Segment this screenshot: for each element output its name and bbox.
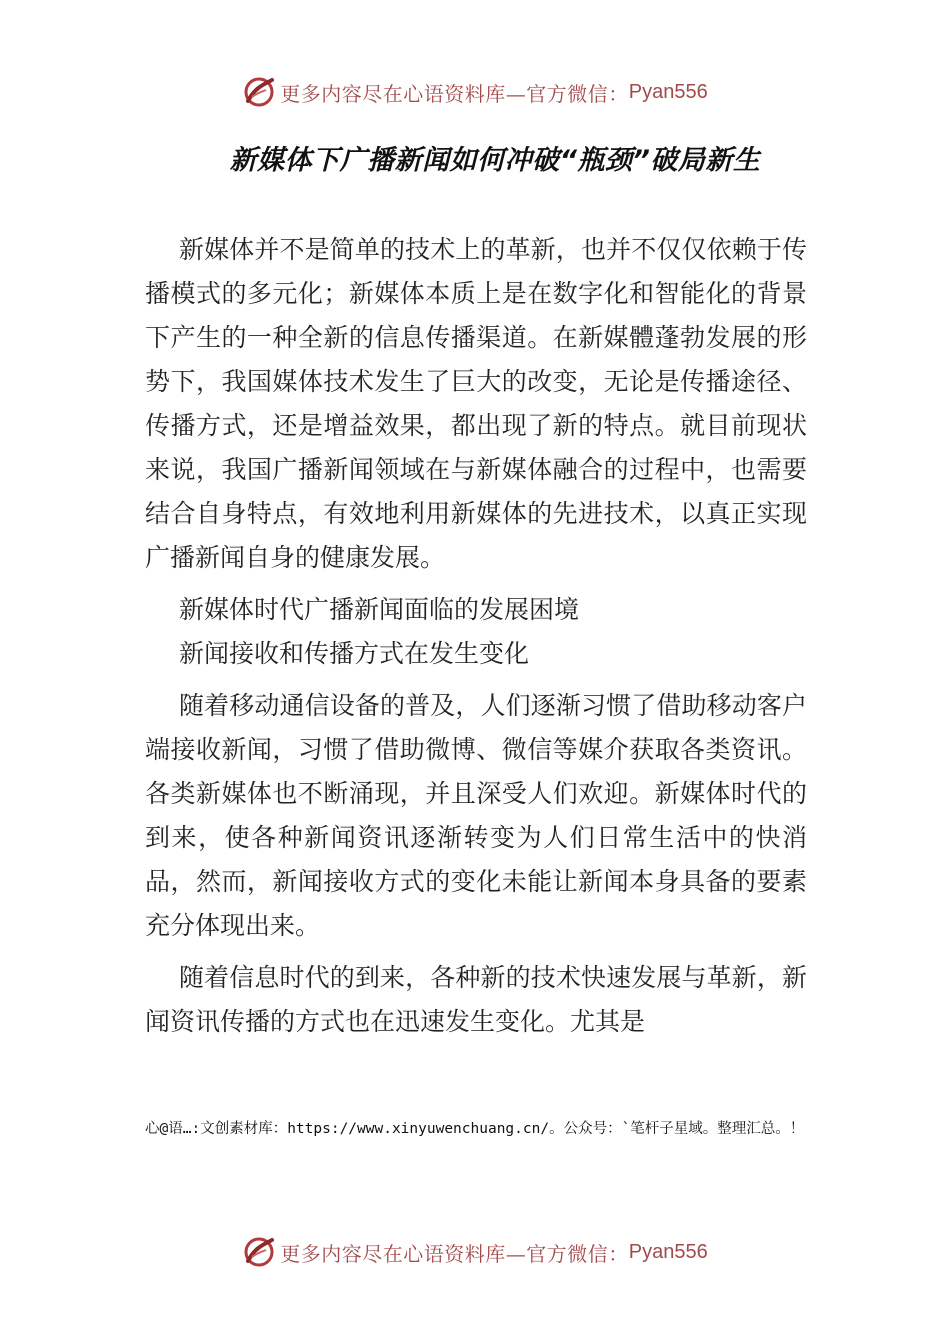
paragraph: 随着信息时代的到来，各种新的技术快速发展与革新，新闻资讯传播的方式也在迅速发生变化。尤其是	[145, 963, 807, 1036]
banner-wechat-id: Pyan556	[628, 1240, 708, 1263]
section-heading: 新媒体时代广播新闻面临的发展困境	[179, 595, 580, 624]
subsection-heading: 新闻接收和传播方式在发生变化	[179, 639, 530, 668]
paragraph: 随着移动通信设备的普及，人们逐渐习惯了借助移动客户端接收新闻，习惯了借助微博、微信等媒介获取各类资讯。各类新媒体也不断涌现，并且深受人们欢迎。新媒体时代的到来，使各种新闻资讯逐渐转变为人们日常生活中的快消品，然而，新闻接收方式的变化未能让新闻本身具备的要素充分体现出来。	[145, 691, 807, 940]
banner-wechat-id: Pyan556	[628, 80, 708, 103]
brush-circle-logo-icon	[242, 1235, 276, 1269]
document-title: 新媒体下广播新闻如何冲破“瓶颈”破局新生	[229, 145, 761, 176]
banner-text: 更多内容尽在心语资料库—官方微信：	[280, 81, 629, 106]
footer-banner	[0, 1232, 950, 1272]
banner-text: 更多内容尽在心语资料库—官方微信：	[280, 1241, 629, 1266]
brush-circle-logo-icon	[242, 75, 276, 109]
document-body	[145, 228, 807, 1052]
paragraph: 新媒体并不是简单的技术上的革新，也并不仅仅依赖于传播模式的多元化；新媒体本质上是在数字化和智能化的背景下产生的一种全新的信息传播渠道。在新媒體蓬勃发展的形势下，我国媒体技术发生了巨大的改变，无论是传播途径、传播方式，还是增益效果，都出现了新的特点。就目前现状来说，我国广播新闻领域在与新媒体融合的过程中，也需要结合自身特点，有效地利用新媒体的先进技术，以真正实现广播新闻自身的健康发展。	[145, 235, 807, 572]
header-banner	[0, 72, 950, 112]
footnote: 心@语…:文创素材库：https://www.xinyuwenchuang.cn/。公众号：`笔杆子星域。整理汇总。！	[145, 1121, 805, 1137]
